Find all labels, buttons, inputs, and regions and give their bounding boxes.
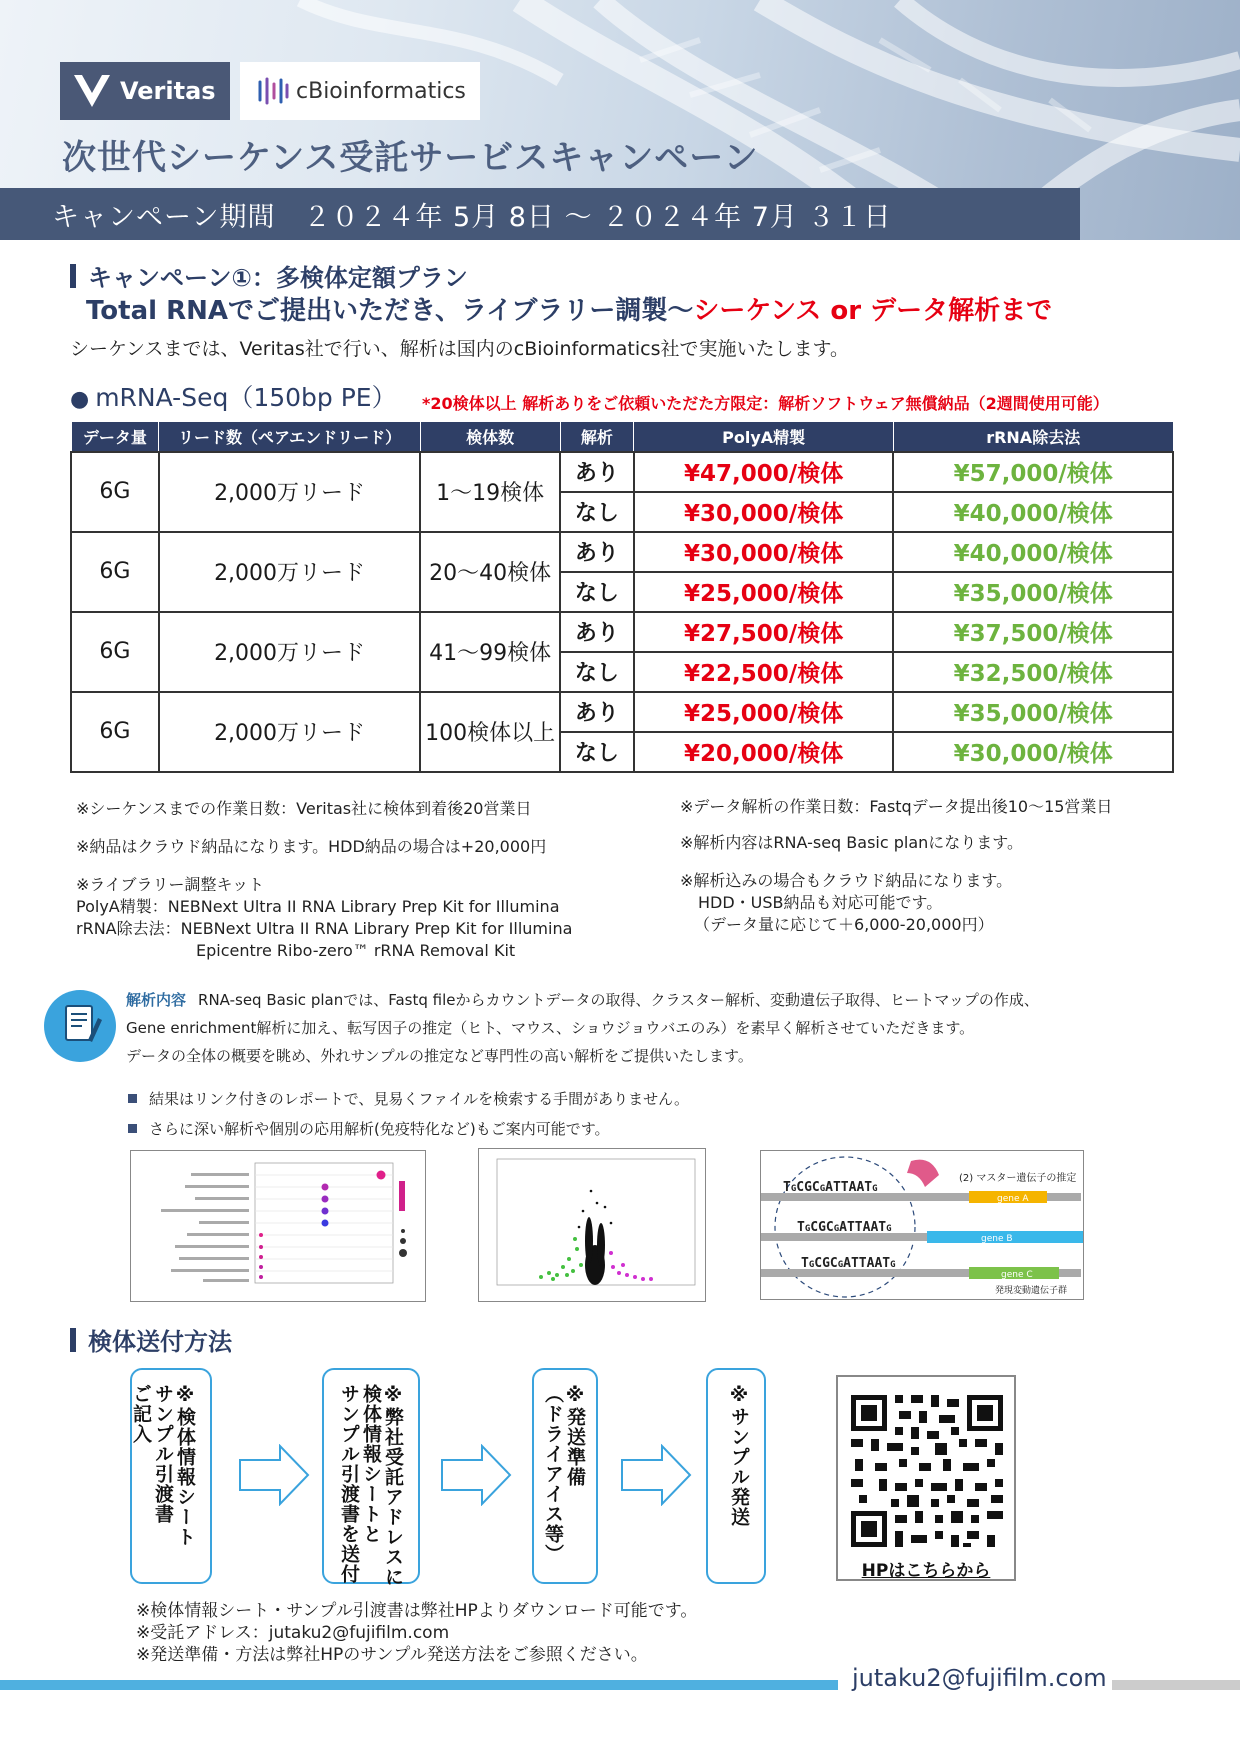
shipping-title-text: 検体送付方法: [88, 1328, 232, 1356]
shipping-step-1: [130, 1368, 212, 1584]
note-kit-ribozero: Epicentre Ribo-zero™ rRNA Removal Kit: [196, 941, 516, 960]
cell-samples: 41～99検体: [420, 612, 560, 692]
analysis-bullet-1-text: 結果はリンク付きのレポートで、見易くファイルを検索する手間がありません。: [149, 1090, 690, 1108]
veritas-logo: [60, 62, 230, 120]
cbioinformatics-logo: [240, 62, 480, 120]
analysis-label: 解析内容: [126, 991, 187, 1009]
cell-data-volume: 6G: [71, 532, 159, 612]
cell-reads: 2,000万リード: [159, 612, 420, 692]
cell-data-volume: 6G: [71, 692, 159, 772]
shipping-step-3: [532, 1368, 598, 1584]
qr-code-icon: [839, 1387, 1015, 1563]
cell-analysis: なし: [560, 492, 634, 532]
mrna-seq-title: mRNA-Seq（150bp PE）: [95, 383, 397, 412]
campaign-period: キャンペーン期間 ２０２４年 5月 8日 ～ ２０２４年 7月 ３１日: [0, 188, 1080, 240]
campaign-intro: シーケンスまでは、Veritas社で行い、解析は国内のcBioinformatics社で実施いたします。: [70, 338, 849, 360]
mrna-seq-heading: [70, 378, 397, 414]
shipping-step-1-text: ※検体情報シート サンプル引渡書 ご記入: [130, 1384, 196, 1547]
note-kit-polya: PolyA精製：NEBNext Ultra II RNA Library Prep Kit for Illumina: [76, 897, 560, 916]
cell-analysis: あり: [560, 612, 634, 652]
master-regulator-graphic: [761, 1151, 1083, 1299]
table-row: [71, 612, 1173, 652]
svg-text:TGCGCGATTAATG: TGCGCGATTAATG: [801, 1256, 896, 1271]
analysis-description: [126, 986, 1206, 1070]
shipping-step-2: [322, 1368, 420, 1587]
note-kit-heading: ※ライブラリー調整キット: [76, 875, 265, 894]
hp-link[interactable]: HPはこちらから: [861, 1561, 991, 1581]
cell-data-volume: 6G: [71, 452, 159, 532]
cell-polya-price: ¥30,000/検体: [634, 532, 894, 572]
cell-rrna-price: ¥35,000/検体: [893, 572, 1173, 612]
table-row: [71, 692, 1173, 732]
note-hdd-usb: HDD・USB納品も対応可能です。: [698, 893, 943, 912]
cell-samples: 20～40検体: [420, 532, 560, 612]
note-kit-rrna: rRNA除去法：NEBNext Ultra II RNA Library Prep Kit for Illumina: [76, 919, 573, 938]
campaign-subtitle: [86, 290, 1052, 327]
shipping-step-4-text: ※サンプル発送: [728, 1384, 750, 1527]
cbio-logo-icon: [256, 76, 290, 106]
cell-polya-price: ¥30,000/検体: [634, 492, 894, 532]
fig3-title: (2) マスター遺伝子の推定: [959, 1173, 1077, 1184]
note-analysis-cloud: ※解析込みの場合もクラウド納品になります。: [680, 871, 1013, 890]
shipping-step-3-text: ※発送準備 （ドライアイス等）: [542, 1384, 586, 1564]
cell-analysis: あり: [560, 452, 634, 492]
shipping-step-4: [706, 1368, 766, 1584]
header-reads: リード数（ペアエンドリード）: [159, 422, 420, 452]
cell-samples: 100検体以上: [420, 692, 560, 772]
cell-reads: 2,000万リード: [159, 692, 420, 772]
header-samples: 検体数: [420, 422, 560, 452]
page-title: 次世代シーケンス受託サービスキャンペーン: [62, 138, 759, 178]
section-bar: [70, 1328, 76, 1352]
note-sequence-days: ※シーケンスまでの作業日数：Veritas社に検体到着後20営業日: [76, 799, 532, 818]
volcano-plot-graphic: [479, 1149, 705, 1301]
cell-analysis: なし: [560, 652, 634, 692]
bullet-square-icon: [128, 1124, 137, 1133]
qr-code[interactable]: [836, 1375, 1016, 1581]
note-cloud-delivery: ※納品はクラウド納品になります。HDD納品の場合は+20,000円: [76, 837, 547, 856]
svg-text:TGCGCGATTAATG: TGCGCGATTAATG: [797, 1220, 892, 1235]
header-analysis: 解析: [560, 422, 634, 452]
header-data-volume: データ量: [71, 422, 159, 452]
volcano-plot-figure: [478, 1148, 706, 1302]
analysis-bullet-1: [126, 1088, 689, 1109]
table-row: [71, 532, 1173, 572]
cell-rrna-price: ¥32,500/検体: [893, 652, 1173, 692]
cell-polya-price: ¥25,000/検体: [634, 692, 894, 732]
cell-analysis: なし: [560, 572, 634, 612]
analysis-bullet-2: [126, 1118, 610, 1139]
table-row: [71, 452, 1173, 492]
cell-rrna-price: ¥40,000/検体: [893, 492, 1173, 532]
shipping-note-2: ※受託アドレス：jutaku2@fujifilm.com: [136, 1623, 450, 1643]
cell-polya-price: ¥47,000/検体: [634, 452, 894, 492]
campaign-title: [70, 258, 468, 293]
fig3-gene-b: gene B: [981, 1234, 1013, 1244]
fig3-gene-a: gene A: [997, 1194, 1029, 1204]
cell-samples: 1～19検体: [420, 452, 560, 532]
cell-polya-price: ¥25,000/検体: [634, 572, 894, 612]
fig3-caption: 発現変動遺伝子群: [995, 1286, 1068, 1296]
footer-divider-blue: [0, 1680, 838, 1690]
price-table: [70, 421, 1174, 773]
header-polya: PolyA精製: [634, 422, 894, 452]
note-extra-cost: （データ量に応じて＋6,000-20,000円）: [694, 915, 994, 934]
bullet-dot-icon: ●: [70, 387, 90, 412]
mrna-seq-note: *20検体以上 解析ありをご依頼いただた方限定：解析ソフトウェア無償納品（2週間使用可能）: [422, 394, 1109, 413]
shipping-title: [70, 1322, 232, 1357]
section-bar: [70, 264, 76, 288]
protein-shape: [907, 1160, 939, 1187]
campaign-title-text: キャンペーン①：多検体定額プラン: [88, 264, 468, 292]
enrichment-dotplot-graphic: [131, 1151, 425, 1301]
bullet-square-icon: [128, 1094, 137, 1103]
master-regulator-figure: [760, 1150, 1084, 1300]
cell-rrna-price: ¥57,000/検体: [893, 452, 1173, 492]
arrow-right-icon: [440, 1444, 512, 1506]
cell-rrna-price: ¥40,000/検体: [893, 532, 1173, 572]
cell-reads: 2,000万リード: [159, 532, 420, 612]
cell-rrna-price: ¥30,000/検体: [893, 732, 1173, 772]
campaign-subtitle-plain: Total RNAでご提出いただき、ライブラリー調製～: [86, 296, 694, 326]
analysis-line2: Gene enrichment解析に加え、転写因子の推定（ヒト、マウス、ショウジョウバエのみ）を素早く解析させていただきます。: [126, 1019, 975, 1037]
campaign-subtitle-highlight: シーケンス or データ解析まで: [693, 296, 1053, 326]
analysis-line1: RNA-seq Basic planでは、Fastq fileからカウントデータの取得、クラスター解析、変動遺伝子取得、ヒートマップの作成、: [198, 991, 1039, 1009]
footer-email[interactable]: jutaku2@fujifilm.com: [852, 1664, 1107, 1692]
arrow-right-icon: [620, 1444, 692, 1506]
veritas-logo-icon: [72, 71, 112, 111]
analysis-bullet-2-text: さらに深い解析や個別の応用解析(免疫特化など)もご案内可能です。: [149, 1120, 610, 1138]
cell-rrna-price: ¥35,000/検体: [893, 692, 1173, 732]
cell-polya-price: ¥27,500/検体: [634, 612, 894, 652]
header-rrna: rRNA除去法: [893, 422, 1173, 452]
analysis-line3: データの全体の概要を眺め、外れサンプルの推定など専門性の高い解析をご提供いたします。: [126, 1047, 753, 1065]
shipping-step-2-text: ※弊社受託アドレスに 検体情報シートと サンプル引渡書を送付: [338, 1384, 404, 1587]
cell-polya-price: ¥20,000/検体: [634, 732, 894, 772]
cell-rrna-price: ¥37,500/検体: [893, 612, 1173, 652]
cell-analysis: あり: [560, 532, 634, 572]
cell-analysis: なし: [560, 732, 634, 772]
arrow-right-icon: [238, 1444, 310, 1506]
cell-analysis: あり: [560, 692, 634, 732]
footer-divider-gray: [1112, 1680, 1240, 1690]
cell-reads: 2,000万リード: [159, 452, 420, 532]
enrichment-dotplot-figure: [130, 1150, 426, 1302]
analysis-report-icon: [44, 990, 116, 1062]
shipping-note-1: ※検体情報シート・サンプル引渡書は弊社HPよりダウンロード可能です。: [136, 1601, 698, 1621]
cell-polya-price: ¥22,500/検体: [634, 652, 894, 692]
table-header-row: [71, 422, 1173, 452]
svg-text:TGCGCGATTAATG: TGCGCGATTAATG: [783, 1180, 878, 1195]
fig3-gene-c: gene C: [1001, 1270, 1033, 1280]
hero-banner: [0, 0, 1240, 240]
note-analysis-days: ※データ解析の作業日数：Fastqデータ提出後10～15営業日: [680, 797, 1113, 816]
cbio-logo-text: cBioinformatics: [296, 78, 466, 104]
veritas-logo-text: Veritas: [120, 77, 216, 105]
cell-data-volume: 6G: [71, 612, 159, 692]
note-basic-plan: ※解析内容はRNA-seq Basic planになります。: [680, 833, 1023, 852]
shipping-note-3: ※発送準備・方法は弊社HPのサンプル発送方法をご参照ください。: [136, 1645, 648, 1665]
